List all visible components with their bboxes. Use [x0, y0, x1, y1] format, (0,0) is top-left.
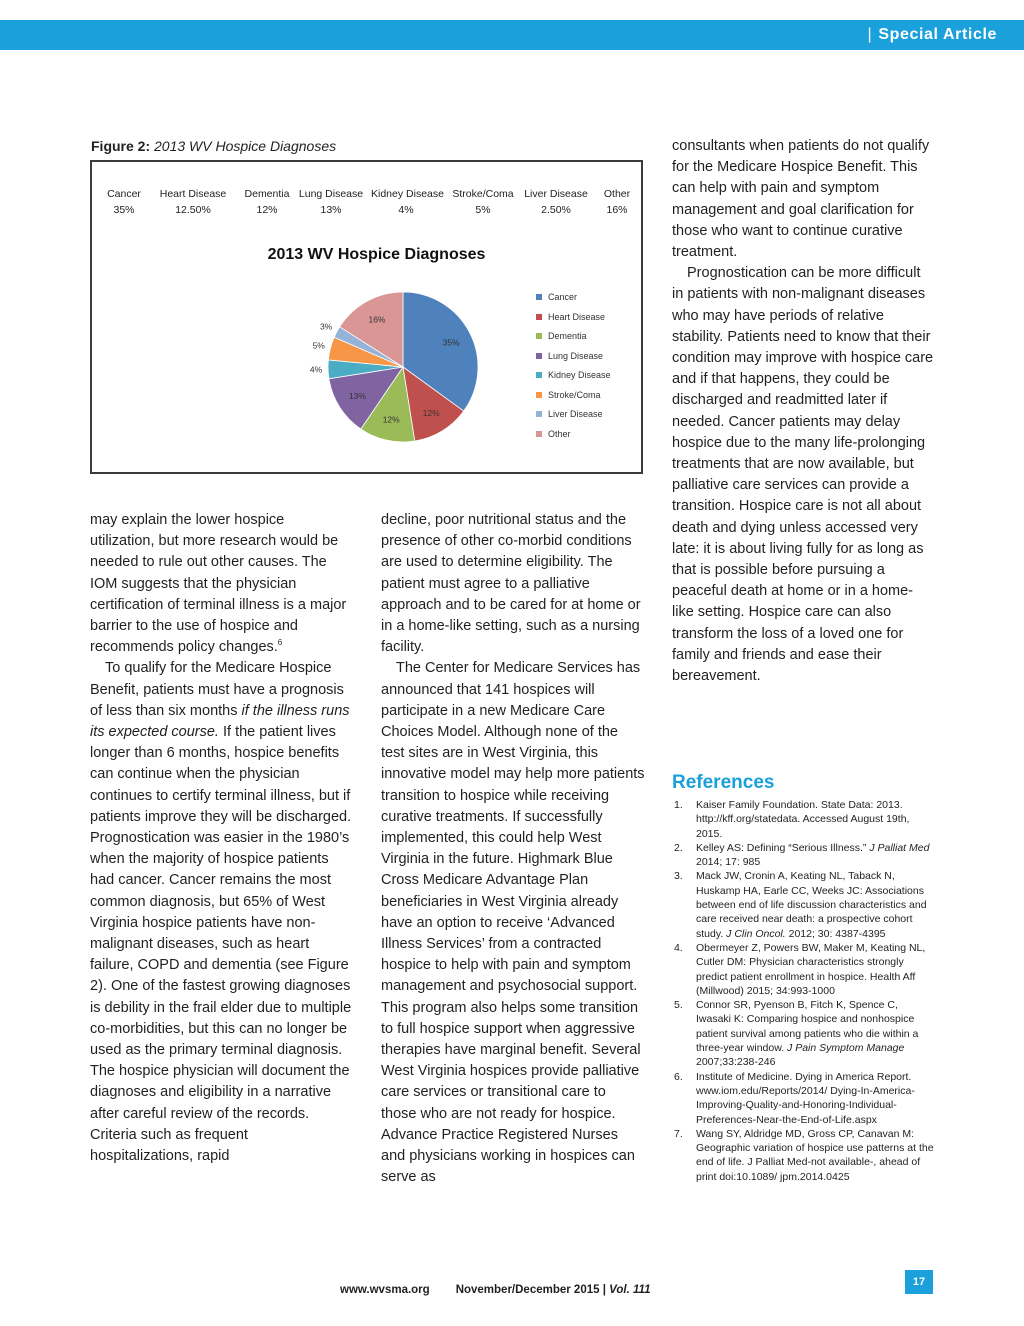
- reference-text: Mack JW, Cronin A, Keating NL, Taback N, Huskamp HA, Earle CC, Weeks JC: Associations between end of life discussion characteristics and care received near death: a prospective cohort study.: [696, 870, 927, 940]
- reference-text: Kaiser Family Foundation. State Data: 2013. http://kff.org/statedata. Accessed August 19th, 2015.: [696, 799, 910, 840]
- paragraph: The Center for Medicare Services has announced that 141 hospices will participate in a new Medicare Care Choices Model. Although none of the test sites are in West Virginia, this innovative model may help more patients transition to hospice while receiving curative treatments. If successfully implemented, this could help West Virginia in the future. Highmark Blue Cross Medicare Advantage Plan beneficiaries in West Virginia already have an option to receive ‘Advanced Illness Services’ from a contracted hospice to help with pain and symptom management and psychosocial support. This program also helps some transition to full hospice support when aggressive therapies have marginal benefit. Several West Virginia hospices provide palliative care services or transitional care to those who are not ready for hospice. Advance Practice Registered Nurses and physicians working in hospices can serve as: [381, 660, 645, 1186]
- reference-number: 6.: [674, 1070, 683, 1083]
- table-value: 5%: [475, 204, 491, 216]
- paragraph: Prognostication can be more difficult in patients with non-malignant diseases who may have periods of relative stability. Patients need to know that their condition may improve with hospice care and if that happens, they could be discharged and readmitted later if needed. Cancer patients may delay hospice due to the many life-prolonging treatments that are now available, but palliative care services can provide a transition. Hospice care is not all about death and dying unless accessed very late: it is about living fully for as long as that is possible before pursuing a peaceful death at home or in a home-like setting. Hospice care can also transform the loss of a loved one for family and friends and ease their bereavement.: [672, 265, 934, 685]
- table-value: 12.50%: [175, 204, 211, 216]
- legend-label: Dementia: [548, 331, 587, 341]
- references-heading: References: [672, 772, 775, 793]
- reference-item: [672, 1127, 934, 1184]
- reference-item: [672, 798, 934, 841]
- paragraph: consultants when patients do not qualify for the Medicare Hospice Benefit. This can help with pain and symptom management and goal clarification for those who want to continue curative treatment.: [672, 138, 930, 261]
- legend-swatch: [536, 411, 542, 417]
- column-2: [381, 510, 645, 1189]
- legend-item: [536, 429, 611, 449]
- legend-swatch: [536, 372, 542, 378]
- reference-number: 7.: [674, 1127, 683, 1140]
- legend-item: [536, 370, 611, 390]
- table-label: Lung Disease: [298, 188, 364, 200]
- reference-journal: J Pain Symptom Manage: [787, 1042, 905, 1055]
- legend-label: Cancer: [548, 292, 578, 302]
- pie-slice-label: 5%: [312, 340, 325, 351]
- legend-item: [536, 292, 611, 312]
- legend-item: [536, 312, 611, 332]
- reference-number: 1.: [674, 799, 683, 811]
- pie-slice-label: 4%: [309, 364, 323, 375]
- footer-issue: November/December 2015: [455, 1284, 600, 1296]
- legend-swatch: [536, 353, 542, 359]
- table-label: Other: [603, 188, 631, 200]
- figure-caption-title: 2013 WV Hospice Diagnoses: [154, 138, 337, 154]
- reference-text: 2014; 17: 985: [696, 856, 761, 869]
- legend-item: [536, 351, 611, 371]
- paragraph: [90, 658, 352, 1167]
- table-label: Liver Disease: [524, 188, 588, 200]
- citation-superscript: 6: [277, 638, 283, 648]
- pie-slice-label: 16%: [368, 314, 386, 325]
- header-bar: [0, 20, 1024, 50]
- table-label: Cancer: [107, 188, 141, 200]
- footer-volume: Vol. 111: [609, 1284, 651, 1296]
- legend-label: Heart Disease: [548, 311, 606, 322]
- figure-caption: [91, 138, 336, 154]
- reference-item: [672, 941, 934, 998]
- reference-item: [672, 998, 934, 1069]
- legend-label: Stroke/Coma: [548, 389, 601, 400]
- references-list: [672, 798, 934, 1184]
- reference-journal: J Palliat Med: [869, 841, 930, 854]
- legend-label: Lung Disease: [548, 350, 604, 361]
- figure-box: [90, 160, 643, 474]
- legend-label: Other: [548, 428, 571, 439]
- reference-item: [672, 1070, 934, 1127]
- legend-swatch: [536, 333, 542, 339]
- reference-journal: J Clin Oncol.: [726, 927, 786, 940]
- figure-caption-label: Figure 2:: [91, 138, 151, 154]
- legend-swatch: [536, 314, 542, 320]
- reference-number: 2.: [674, 841, 683, 854]
- page-number: 17: [905, 1270, 933, 1294]
- reference-text: Kelley AS: Defining “Serious Illness.”: [696, 841, 870, 854]
- paragraph-italic-text: if the illness runs its expected course.: [90, 702, 350, 741]
- table-value: 16%: [606, 204, 628, 216]
- reference-text: 2007;33:238-246: [696, 1056, 776, 1069]
- paragraph: decline, poor nutritional status and the presence of other co-morbid conditions are used to determine eligibility. The patient must agree to a palliative approach and to be cared for at home or in a home-like setting, such as a nursing facility.: [381, 512, 641, 656]
- pie-slice-label: 35%: [442, 337, 460, 348]
- paragraph-text: To qualify for the Medicare Hospice Benefit, patients must have a prognosis of less than six months: [90, 660, 344, 719]
- column-3: [672, 136, 934, 687]
- chart-legend: [536, 292, 611, 448]
- table-value: 13%: [320, 204, 342, 216]
- legend-swatch: [536, 294, 542, 300]
- pie-slice-label: 12%: [382, 414, 400, 425]
- pie-slice-label: 13%: [348, 390, 366, 401]
- section-label: | Special Article: [867, 26, 997, 43]
- reference-number: 4.: [674, 941, 683, 954]
- legend-item: [536, 409, 611, 429]
- reference-number: 5.: [674, 999, 683, 1012]
- reference-item: [672, 869, 934, 940]
- table-label: Heart Disease: [159, 188, 227, 200]
- reference-number: 3.: [674, 870, 683, 883]
- reference-text: Obermeyer Z, Powers BW, Maker M, Keating NL, Cutler DM: Physician characteristics strongly predict patient enrollment in hospice. Health Aff (Millwood) 2015; 34:993-1000: [696, 941, 926, 997]
- legend-label: Kidney Disease: [548, 370, 611, 380]
- table-value: 2.50%: [541, 204, 571, 216]
- table-value: 35%: [113, 204, 135, 216]
- footer-separator: |: [602, 1284, 606, 1296]
- reference-text: Institute of Medicine. Dying in America Report. www.iom.edu/Reports/2014/ Dying-In-America-Improving-Quality-and-Honoring-Individual-Preferences-Near-the-End-of-Life.aspx: [696, 1070, 915, 1126]
- table-label: Dementia: [244, 188, 290, 200]
- column-1: [90, 510, 352, 1167]
- reference-text: 2012; 30: 4387-4395: [785, 927, 886, 940]
- paragraph-text: If the patient lives longer than 6 months, hospice benefits can continue when the physician continues to certify terminal illness, but if patients improve they will be discharged. Prognostication was easier in the 1980’s when the majority of hospice patients had cancer. Cancer remains the most common diagnosis, but 65% of West Virginia hospice patients have non-malignant diseases, such as heart failure, COPD and dementia (see Figure 2). One of the fastest growing diagnoses is debility in the frail elder due to multiple co-morbidities, but this can no longer be used as the primary terminal diagnosis. The hospice physician will document the diagnoses and eligibility in a narrative after careful review of the records. Criteria such as frequent hospitalizations, rapid: [90, 724, 352, 1165]
- legend-label: Liver Disease: [548, 409, 603, 419]
- legend-swatch: [536, 431, 542, 437]
- pie-slice-label: 3%: [319, 321, 333, 332]
- reference-text: Wang SY, Aldridge MD, Gross CP, Canavan M: Geographic variation of hospice use patterns at the end of life. J Palliat Med-not available-, ahead of print doi:10.1089/ jpm.2014.0425: [696, 1127, 934, 1183]
- legend-item: [536, 331, 611, 351]
- legend-item: [536, 390, 611, 410]
- chart-title: 2013 WV Hospice Diagnoses: [267, 246, 486, 263]
- footer-website: www.wvsma.org: [340, 1284, 430, 1296]
- table-label: Kidney Disease: [371, 188, 444, 200]
- reference-text: Connor SR, Pyenson B, Fitch K, Spence C, Iwasaki K: Comparing hospice and nonhospice patient survival among patients who die within a three-year window.: [696, 999, 919, 1055]
- paragraph: [90, 510, 352, 658]
- section-title: Special Article: [878, 26, 997, 43]
- pie-slice-label: 12%: [422, 408, 440, 419]
- paragraph-text: may explain the lower hospice utilization, but more research would be needed to rule out other causes. The IOM suggests that the physician certification of terminal illness is a major barrier to the use of hospice and recommends policy changes.: [90, 512, 347, 656]
- table-value: 4%: [398, 204, 414, 216]
- reference-item: [672, 841, 934, 870]
- table-label: Stroke/Coma: [452, 188, 514, 200]
- table-value: 12%: [256, 204, 278, 216]
- legend-swatch: [536, 392, 542, 398]
- footer: [340, 1284, 651, 1296]
